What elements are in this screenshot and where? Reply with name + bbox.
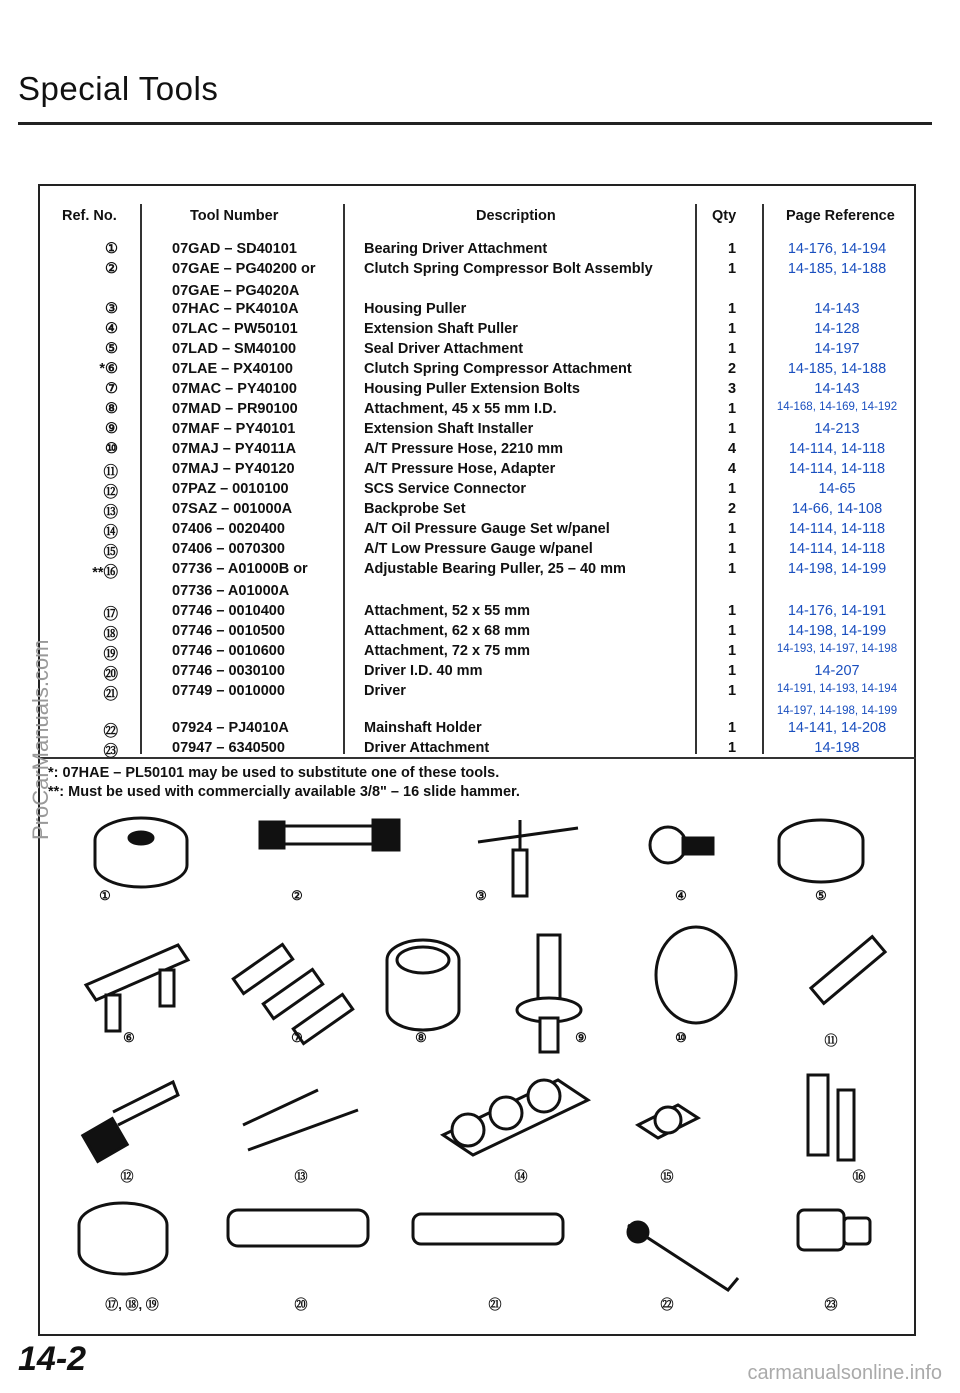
page-reference: 14-141, 14-208 xyxy=(787,720,887,736)
quantity: 1 xyxy=(727,421,737,437)
ref-number: ⑪ xyxy=(103,465,118,481)
tool-2-nut xyxy=(373,820,399,850)
quantity: 1 xyxy=(727,683,737,699)
quantity: 4 xyxy=(727,441,737,457)
watermark-bottom: carmanualsonline.info xyxy=(747,1362,942,1384)
tool-number: 07LAE – PX40100 xyxy=(172,361,293,377)
ref-number: ⑤ xyxy=(105,341,118,357)
description: Bearing Driver Attachment xyxy=(364,241,548,257)
tool-4-bolt xyxy=(683,838,713,854)
tool-2-head xyxy=(260,822,284,848)
page-reference: 14-198, 14-199 xyxy=(787,561,887,577)
page-reference: 14-193, 14-197, 14-198 xyxy=(776,643,898,655)
page-number: 14-2 xyxy=(18,1340,87,1378)
table-row xyxy=(0,561,960,581)
table-row xyxy=(0,381,960,401)
table-row xyxy=(0,283,960,303)
tool-number: 07HAC – PK4010A xyxy=(172,301,299,317)
page-reference: 14-114, 14-118 xyxy=(788,461,886,477)
header-ref: Ref. No. xyxy=(62,208,117,224)
table-row xyxy=(0,261,960,281)
figure-label: ㉑ xyxy=(488,1297,502,1312)
figure-label: ⑯ xyxy=(852,1169,866,1184)
tool-21-drawing xyxy=(413,1214,563,1244)
table-row xyxy=(0,361,960,381)
tool-number: 07GAE – PG40200 or xyxy=(172,261,316,277)
tool-number: 07746 – 0010600 xyxy=(172,643,285,659)
description: Driver I.D. 40 mm xyxy=(364,663,483,679)
table-row xyxy=(0,401,960,421)
header-tool: Tool Number xyxy=(190,208,279,224)
page-reference: 14-207 xyxy=(814,663,860,679)
page-title: Special Tools xyxy=(18,70,219,107)
tool-number: 07736 – A01000B or xyxy=(172,561,308,577)
tool-8-hole xyxy=(397,947,449,973)
header-page: Page Reference xyxy=(786,208,895,224)
page-reference: 14-168, 14-169, 14-192 xyxy=(776,401,898,413)
quantity: 1 xyxy=(727,541,737,557)
page-reference: 14-128 xyxy=(814,321,860,337)
figure-label: ⑭ xyxy=(514,1169,528,1184)
figure-label: ① xyxy=(99,888,111,903)
ref-number: ⑳ xyxy=(103,667,118,683)
description: Driver xyxy=(364,683,406,699)
quantity: 2 xyxy=(727,501,737,517)
tool-1-body xyxy=(95,840,187,887)
ref-number: ㉓ xyxy=(103,744,118,760)
tool-20-drawing xyxy=(228,1210,368,1246)
ref-number: ㉒ xyxy=(103,724,118,740)
figure-label: ⑫ xyxy=(120,1169,134,1184)
description: Extension Shaft Installer xyxy=(364,421,534,437)
ref-number: ⑨ xyxy=(105,421,118,437)
figure-label: ⑦ xyxy=(291,1030,303,1045)
tool-3-arm xyxy=(478,828,578,842)
quantity: 1 xyxy=(727,561,737,577)
figure-label: ⑬ xyxy=(294,1169,308,1184)
quantity: 1 xyxy=(727,301,737,317)
tool-15-gauge xyxy=(655,1107,681,1133)
table-row xyxy=(0,301,960,321)
page-reference: 14-114, 14-118 xyxy=(788,521,886,537)
table-row xyxy=(0,441,960,461)
description: Seal Driver Attachment xyxy=(364,341,524,357)
tool-number: 07MAJ – PY4011A xyxy=(172,441,297,457)
table-row xyxy=(0,740,960,760)
page-reference: 14-213 xyxy=(814,421,860,437)
tool-number: 07MAJ – PY40120 xyxy=(172,461,295,477)
description: Housing Puller Extension Bolts xyxy=(364,381,580,397)
ref-number: ⑮ xyxy=(103,545,118,561)
ref-number: ⑬ xyxy=(103,505,118,521)
tool-17-body xyxy=(79,1225,167,1274)
description: Attachment, 62 x 68 mm xyxy=(364,623,531,639)
description: A/T Low Pressure Gauge w/panel xyxy=(364,541,593,557)
quantity: 1 xyxy=(727,740,737,756)
ref-number: ⑩ xyxy=(105,441,118,457)
table-row xyxy=(0,720,960,740)
figure-label: ③ xyxy=(475,888,487,903)
quantity: 1 xyxy=(727,603,737,619)
quantity: 1 xyxy=(727,401,737,417)
page-reference: 14-176, 14-194 xyxy=(787,241,887,257)
figure-label: ⑥ xyxy=(123,1030,135,1045)
page-reference: 14-143 xyxy=(814,301,860,317)
page-reference: 14-176, 14-191 xyxy=(787,603,887,619)
tool-number: 07406 – 0020400 xyxy=(172,521,285,537)
table-row xyxy=(0,583,960,603)
ref-number: ③ xyxy=(105,301,118,317)
tool-number: 07MAF – PY40101 xyxy=(172,421,296,437)
figure-label: ⑤ xyxy=(815,888,827,903)
ref-number: ⑭ xyxy=(103,525,118,541)
quantity: 1 xyxy=(727,481,737,497)
tool-number: 07GAE – PG4020A xyxy=(172,283,300,299)
figure-label: ④ xyxy=(675,888,687,903)
ref-number: **⑯ xyxy=(92,565,118,581)
tool-number: 07GAD – SD40101 xyxy=(172,241,297,257)
tool-number: 07LAD – SM40100 xyxy=(172,341,297,357)
figure-label: ⑩ xyxy=(675,1030,687,1045)
title-rule xyxy=(18,122,932,125)
tool-9-drawing xyxy=(538,935,560,1005)
ref-number: ㉑ xyxy=(103,687,118,703)
description: Mainshaft Holder xyxy=(364,720,482,736)
table-row xyxy=(0,683,960,703)
table-row xyxy=(0,421,960,441)
quantity: 1 xyxy=(727,623,737,639)
tool-4-drawing xyxy=(650,827,686,863)
quantity: 1 xyxy=(727,341,737,357)
footnote-1: *: 07HAE – PL50101 may be used to substitute one of these tools. xyxy=(48,765,500,781)
description: Extension Shaft Puller xyxy=(364,321,518,337)
table-row xyxy=(0,521,960,541)
figure-label: ㉓ xyxy=(824,1297,838,1312)
ref-number: ⑱ xyxy=(103,627,118,643)
table-row xyxy=(0,321,960,341)
quantity: 1 xyxy=(727,321,737,337)
tool-number: 07749 – 0010000 xyxy=(172,683,285,699)
page-reference: 14-114, 14-118 xyxy=(788,441,886,457)
page-reference: 14-197 xyxy=(814,341,860,357)
page-reference: 14-191, 14-193, 14-194 xyxy=(776,683,898,695)
tool-number: 07PAZ – 0010100 xyxy=(172,481,289,497)
quantity: 1 xyxy=(727,521,737,537)
watermark-side: ProCarManuals.com xyxy=(28,639,53,840)
page-reference: 14-114, 14-118 xyxy=(788,541,886,557)
ref-number: ⑧ xyxy=(105,401,118,417)
figure-label: ⑳ xyxy=(294,1297,308,1312)
description: A/T Pressure Hose, Adapter xyxy=(364,461,556,477)
page-reference: 14-198, 14-199 xyxy=(787,623,887,639)
tool-1-hole xyxy=(129,832,153,844)
quantity: 1 xyxy=(727,643,737,659)
tool-12-wire xyxy=(113,1082,178,1125)
tool-number: 07406 – 0070300 xyxy=(172,541,285,557)
tool-number: 07947 – 6340500 xyxy=(172,740,285,756)
page-reference: 14-185, 14-188 xyxy=(787,361,887,377)
tool-7-drawing xyxy=(233,944,292,993)
page-reference: 14-66, 14-108 xyxy=(791,501,883,517)
ref-number: *⑥ xyxy=(99,361,118,377)
table-row xyxy=(0,603,960,623)
tool-22-socket xyxy=(628,1222,648,1242)
tool-13-drawing xyxy=(243,1090,318,1125)
tool-number: 07MAD – PR90100 xyxy=(172,401,298,417)
tool-11-drawing xyxy=(811,937,885,1004)
table-row xyxy=(0,241,960,261)
tool-number: 07924 – PJ4010A xyxy=(172,720,289,736)
table-row xyxy=(0,643,960,663)
header-qty: Qty xyxy=(712,208,737,224)
figure-label: ⑪ xyxy=(824,1033,838,1048)
tool-number: 07LAC – PW50101 xyxy=(172,321,298,337)
description: Attachment, 45 x 55 mm I.D. xyxy=(364,401,557,417)
tool-number: 07746 – 0010500 xyxy=(172,623,285,639)
tool-7-bolt xyxy=(263,969,322,1018)
description: Clutch Spring Compressor Attachment xyxy=(364,361,632,377)
page-reference: 14-197, 14-198, 14-199 xyxy=(776,705,898,717)
quantity: 4 xyxy=(727,461,737,477)
ref-number: ④ xyxy=(105,321,118,337)
tool-10-drawing xyxy=(656,927,736,1023)
ref-number: ⑦ xyxy=(105,381,118,397)
tool-6-leg xyxy=(160,970,174,1006)
figure-label: ⑧ xyxy=(415,1030,427,1045)
ref-number: ⑲ xyxy=(103,647,118,663)
page-reference: 14-143 xyxy=(814,381,860,397)
description: Clutch Spring Compressor Bolt Assembly xyxy=(364,261,653,277)
tool-number: 07746 – 0030100 xyxy=(172,663,285,679)
tool-14-gauge xyxy=(452,1114,484,1146)
tool-16-drawing xyxy=(808,1075,828,1155)
description: SCS Service Connector xyxy=(364,481,526,497)
description: Driver Attachment xyxy=(364,740,490,756)
tool-number: 07SAZ – 001000A xyxy=(172,501,293,517)
tool-6-leg xyxy=(106,995,120,1031)
tool-14-gauge xyxy=(490,1097,522,1129)
tool-23-step xyxy=(844,1218,870,1244)
tool-5-body xyxy=(779,840,863,882)
description: A/T Oil Pressure Gauge Set w/panel xyxy=(364,521,610,537)
quantity: 2 xyxy=(727,361,737,377)
description: Adjustable Bearing Puller, 25 – 40 mm xyxy=(364,561,626,577)
description: Backprobe Set xyxy=(364,501,466,517)
table-row xyxy=(0,481,960,501)
table-row xyxy=(0,663,960,683)
quantity: 1 xyxy=(727,261,737,277)
quantity: 1 xyxy=(727,720,737,736)
footnote-2: **: Must be used with commercially available 3/8" – 16 slide hammer. xyxy=(48,784,520,800)
description: Attachment, 72 x 75 mm xyxy=(364,643,531,659)
figure-label: ② xyxy=(291,888,303,903)
figure-label: ⑰, ⑱, ⑲ xyxy=(105,1297,159,1312)
ref-number: ⑰ xyxy=(103,607,118,623)
tool-23-drawing xyxy=(798,1210,844,1250)
table-row xyxy=(0,501,960,521)
tool-number: 07746 – 0010400 xyxy=(172,603,285,619)
table-row xyxy=(0,461,960,481)
tool-number: 07736 – A01000A xyxy=(172,583,290,599)
tool-illustrations xyxy=(38,800,916,1336)
tool-3-shaft xyxy=(513,850,527,896)
figure-label: ⑮ xyxy=(660,1169,674,1184)
header-desc: Description xyxy=(476,208,556,224)
ref-number: ① xyxy=(105,241,118,257)
table-row xyxy=(0,341,960,361)
ref-number: ② xyxy=(105,261,118,277)
table-row xyxy=(0,541,960,561)
description: Housing Puller xyxy=(364,301,467,317)
ref-number: ⑫ xyxy=(103,485,118,501)
tool-number: 07MAC – PY40100 xyxy=(172,381,297,397)
tool-16-jaw xyxy=(838,1090,854,1160)
figure-label: ⑨ xyxy=(575,1030,587,1045)
quantity: 1 xyxy=(727,241,737,257)
quantity: 1 xyxy=(727,663,737,679)
quantity: 3 xyxy=(727,381,737,397)
page-reference: 14-185, 14-188 xyxy=(787,261,887,277)
tool-14-gauge xyxy=(528,1080,560,1112)
table-row xyxy=(0,623,960,643)
description: Attachment, 52 x 55 mm xyxy=(364,603,531,619)
page-reference: 14-65 xyxy=(818,481,856,497)
page-reference: 14-198 xyxy=(814,740,860,756)
figure-label: ㉒ xyxy=(660,1297,674,1312)
description: A/T Pressure Hose, 2210 mm xyxy=(364,441,564,457)
